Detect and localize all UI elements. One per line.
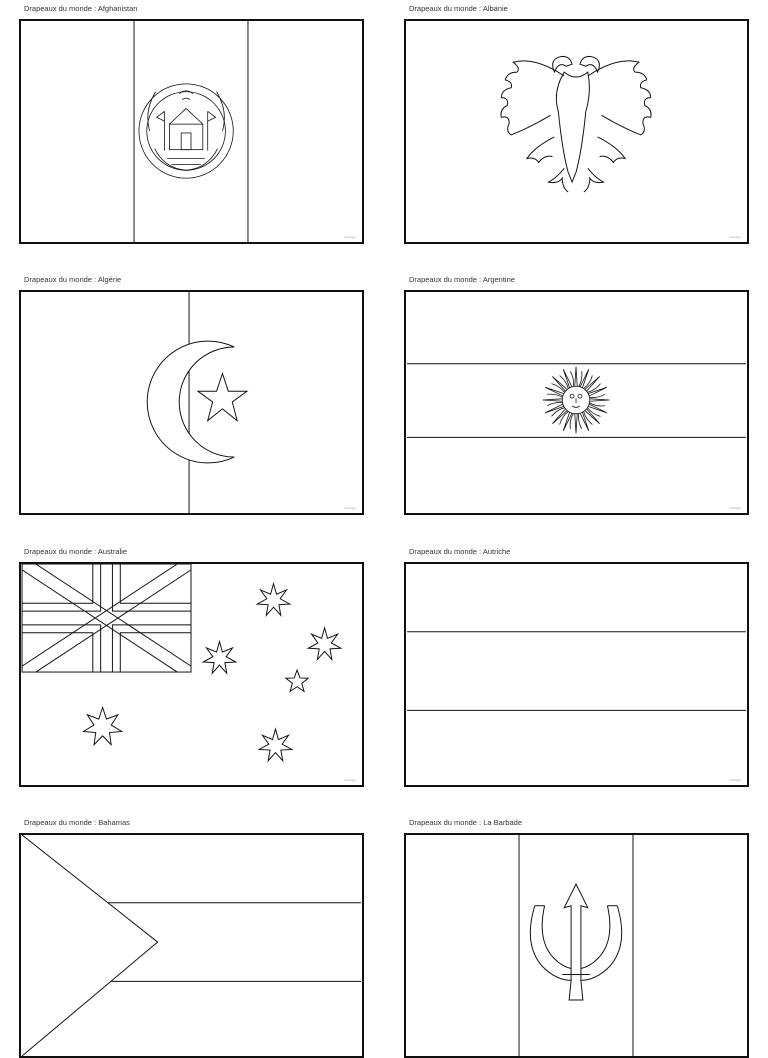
star-icon [83,707,121,744]
australie-outline [21,564,362,785]
flag-autriche [404,562,749,787]
la-barbade-outline [406,835,747,1056]
star-icon [259,729,292,761]
flag-caption: Drapeaux du monde : Australie [24,547,127,556]
sun-ray [590,399,610,401]
flag-caption: Drapeaux du monde : Bahamas [24,818,130,827]
flag-country-name: Albanie [482,4,508,13]
sun-of-may-icon [543,367,610,434]
sun-face [570,394,582,407]
afghanistan-emblem-icon [139,84,233,178]
bahamas-outline [21,835,362,1056]
flag-bahamas [19,833,364,1058]
autriche-outline [406,564,747,785]
flag-country-name: Algérie [97,275,122,284]
star-icon [198,374,247,421]
flag-caption: Drapeaux du monde : Argentine [409,275,515,284]
credit-text: coloriage [728,778,741,782]
afghanistan-outline [21,21,362,242]
flag-argentine [404,290,749,515]
sun-ray [585,376,600,391]
trident-icon [530,884,621,1000]
sun-ray [552,409,567,424]
credit-text: coloriage [343,778,356,782]
flag-country-name: Autriche [482,547,511,556]
argentine-outline [406,292,747,513]
albanie-outline [406,21,747,242]
flag-country-name: Argentine [482,275,515,284]
algerie-outline [21,292,362,513]
flag-australie [19,562,364,787]
sun-ray [575,414,577,434]
flag-country-name: Australie [97,547,127,556]
sun-ray [585,409,600,424]
flag-caption: Drapeaux du monde : Autriche [409,547,511,556]
flag-caption: Drapeaux du monde : La Barbade [409,818,523,827]
sun-ray [552,376,567,391]
credit-text: coloriage [728,506,741,510]
flag-la-barbade [404,833,749,1058]
star-icon [308,628,341,660]
flag-country-name: Afghanistan [97,4,138,13]
sun-ray [543,399,563,401]
star-icon [203,642,236,674]
credit-text: coloriage [343,235,356,239]
flag-country-name: Bahamas [98,818,130,827]
star-icon [257,584,290,616]
flag-algerie [19,290,364,515]
credit-text: coloriage [343,506,356,510]
credit-text: coloriage [728,235,741,239]
sun-ray [575,367,577,387]
flag-caption: Drapeaux du monde : Algérie [24,275,122,284]
double-headed-eagle-icon [501,56,651,192]
flag-caption: Drapeaux du monde : Afghanistan [24,4,138,13]
union-jack-icon [22,564,191,672]
flag-caption: Drapeaux du monde : Albanie [409,4,508,13]
flag-country-name: La Barbade [483,818,523,827]
flag-afghanistan [19,19,364,244]
triangle-icon [22,835,158,1056]
star-icon [286,670,308,691]
flag-albanie [404,19,749,244]
